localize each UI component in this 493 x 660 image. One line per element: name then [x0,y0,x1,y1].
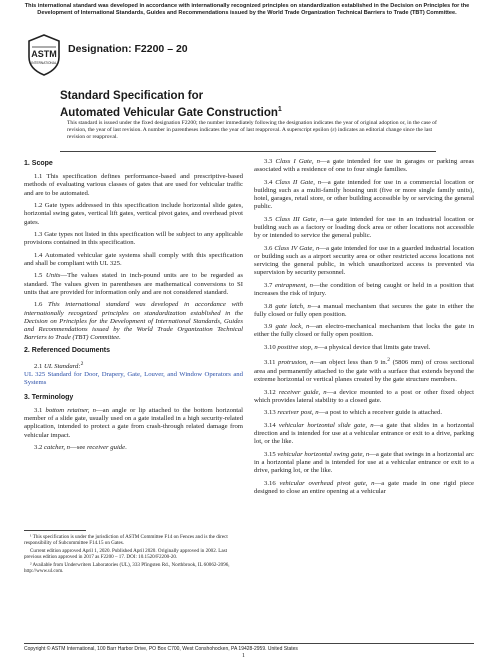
paragraph-3-9: 3.9 gate lock, n—an electro-mechanical mechanism that locks the gate in either the fully closed or fully open position. [254,323,475,339]
paragraph-1-6: 1.6 This international standard was developed in accordance with internationally recognized principles on standardization established in the Decision on Principles for the Development of International Standards, Guides and Recommendations issued by the World Trade Organization Technical Barriers to Trade (TBT) Committee. [24,301,243,342]
footnote-ref-2[interactable]: 2 [80,360,84,367]
paragraph-3-8: 3.8 gate latch, n—a manual mechanism that secures the gate in either the fully closed or fully open position. [254,302,474,318]
paragraph-3-1: 3.1 bottom retainer, n—an angle or lip attached to the bottom horizontal member of a slide gate, usually used on a gate installed in a high security-related application, intended to protect a gate from crash-through related damage from vehicular impact. [24,406,243,439]
divider [60,151,436,152]
paragraph-1-1: 1.1 This specification defines performance-based and prescriptive-based methods of evaluating various classes of gates that are used for vehicular traffic and are to be automated. [24,173,243,197]
ul-standard-block [24,360,243,388]
paragraph-3-2: 3.2 catcher, n—see receiver guide. [34,444,127,451]
paragraph-3-6: 3.6 Class IV Gate, n—a gate intended for use in a guarded industrial location or building such as a airport security area or other restricted access locations not servicing the general public, in which unauthorized access is prevented via supervision by security personnel. [254,244,475,277]
footnote-1-edition: Current edition approved April 1, 2020. Published April 2020. Originally approved in 2002. Last previous edition approved in 2017 as F2200 – 17. DOI: 10.1520/F2200-20. [24,547,228,561]
paragraph-3-10: 3.10 positive stop, n—a physical device that limits gate travel. [264,343,431,351]
footnote-divider [24,530,86,531]
paragraph-1-5: 1.5 Units—The values stated in inch-pound units are to be regarded as standard. The values given in parentheses are mathematical conversions to SI units that are provided for information only and are not considered standard. [24,272,244,296]
svg-text:ASTM: ASTM [31,49,57,59]
tbt-notice: This international standard was developed in accordance with internationally recognized principles on standardization established in the Decision on Principles for the Development of International Standards, Guides and Recommendations issued by the World Trade Organization Technical Barriers to Trade (TBT) Committee. [24,3,470,16]
title-line-1: Standard Specification for [60,90,204,102]
right-column [254,158,474,500]
copyright-line: Copyright © ASTM International, 100 Barr Harbor Drive, PO Box C700, West Conshohocken, PA 19428-2959. United States [24,646,298,652]
paragraph-2-1: 2.1 UL Standard:$^2$ [34,360,84,371]
footnotes [24,534,243,576]
document-title [60,89,440,120]
paragraph-3-13: 3.13 receiver post, n—a post to which a receiver guide is attached. [264,409,443,417]
paragraph-3-16: 3.16 vehicular overhead pivot gate, n—a gate made in one rigid piece designed to close an entire opening at a vehicular [254,479,475,495]
paragraph-3-5: 3.5 Class III Gate, n—a gate intended for use in an industrial location or building such as a factory or loading dock area or other locations not accessible by or intended to service the general public. [254,215,474,240]
paragraph-1-2: 1.2 Gate types addressed in this specification include horizontal slide gates, horizontal swing gates, vertical lift gates, vertical pivot gates, and overhead pivot gates. [24,202,243,226]
footnote-1: ¹ This specification is under the jurisdiction of ASTM Committee F14 on Fences and is the direct responsibility of Subcommittee F14.15 on Gates. [24,534,228,547]
paragraph-3-4: 3.4 Class II Gate, n—a gate intended for use in a commercial location or building such as a multi-family housing unit (five or more single family units), hotel, garages, retail store, or other building accessible by or servicing the general public. [254,178,474,211]
footer-divider [24,643,474,644]
paragraph-3-15: 3.15 vehicular horizontal swing gate, n—a gate that swings in a horizontal arc in a horizontal plane and is intended for use at a vehicular entrance or exit to a drive, parking lot, or the like. [254,450,475,475]
footnote-2: ² Available from Underwriters Laboratories (UL), 333 Pfingsten Rd., Northbrook, IL 60062-2096, http://www.ul.com. [24,561,230,575]
ul-325-link[interactable]: UL 325 Standard for Door, Drapery, Gate, Louver, and Window Operators and Systems [24,371,243,387]
paragraph-1-3: 1.3 Gate types not listed in this specification will be subject to any applicable provisions contained in this specification. [24,231,243,247]
paragraph-3-11: 3.11 protrusion, n—an object less than 9 in.$^2$ (5806 mm) of cross sectional area and permanently attached to the gate with a surface that extends beyond the extreme horizontal or vertical planes created by the gate structure members. [254,357,474,384]
paragraph-3-12: 3.12 receiver guide, n—a device mounted to a post or other fixed object which provides lateral stability to a closed gate. [254,388,475,404]
section-heading-terminology: 3. Terminology [24,393,74,401]
standard-note: This standard is issued under the fixed designation F2200; the number immediately following the designation indicates the year of original adoption or, in the case of revision, the year of last revision. A number in parentheses indicates the year of last reapproval. A superscript epsilon (ε) indicates an editorial change since the last revision or reapproval. [67,120,437,141]
svg-text:INTERNATIONAL: INTERNATIONAL [31,61,57,65]
section-heading-referenced-documents: 2. Referenced Documents [24,346,110,354]
astm-logo-icon [26,33,62,77]
title-footnote-ref[interactable]: 1 [277,106,282,113]
designation: Designation: F2200 – 20 [68,43,188,55]
title-line-2: Automated Vehicular Gate Construction$^1$ [60,106,282,119]
paragraph-3-7: 3.7 entrapment, n—the condition of being caught or held in a position that increases the risk of injury. [254,281,474,298]
left-column [24,158,243,457]
page-number: 1 [242,653,245,659]
section-heading-scope: 1. Scope [24,160,53,167]
paragraph-3-14: 3.14 vehicular horizontal slide gate, n—a gate that slides in a horizontal direction and is intended for use at a vehicular entrance or exit to a drive, parking lot, or the like. [254,421,474,446]
paragraph-1-4: 1.4 Automated vehicular gate systems shall comply with this specification and shall be compliant with UL 325. [24,251,243,267]
paragraph-3-3: 3.3 Class I Gate, n—a gate intended for use in garages or parking areas associated with a residence of one to four single families. [254,158,475,174]
